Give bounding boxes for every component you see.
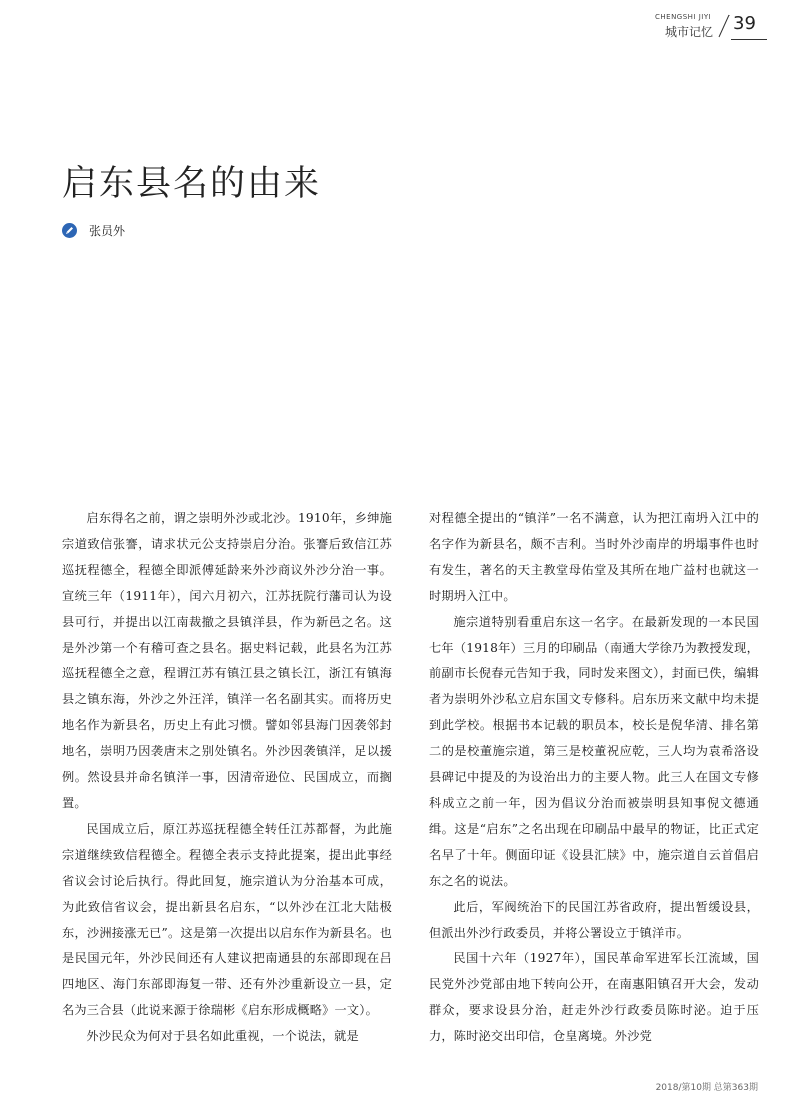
paragraph: 民国十六年（1927年），国民革命军进军长江流域，国民党外沙党部由地下转向公开，在南惠阳镇召开大会，发动群众，要求设县分治，赶走外沙行政委员陈时泌。迫于压力，陈时泌交出印信，仓皇离境。外沙党 <box>429 951 759 1044</box>
paragraph: 此后，军阀统治下的民国江苏省政府，提出暂缓设县，但派出外沙行政委员，并将公署设立于镇洋市。 <box>429 899 759 940</box>
section-name-en: CHENGSHI JIYI <box>655 13 712 21</box>
running-header <box>655 10 765 40</box>
section-name-cn: 城市记忆 <box>665 25 714 39</box>
body-column-right <box>429 506 759 1050</box>
paragraph: 施宗道特别看重启东这一名字。在最新发现的一本民国七年（1918年）三月的印刷品（南通大学徐乃为教授发现，前副市长倪春元告知于我，同时发来图文），封面已佚，编辑者为崇明外沙私立启东国文专修科。启东历来文献中均未提到此学校。根据书本记载的职员本，校长是倪华清、排名第二的是校董施宗道，第三是校董祝应乾，三人均为袁希洛设县碑记中提及的为设治出力的主要人物。此三人在国文专修科成立之前一年，因为倡议分治而被崇明县知事倪文德通缉。这是“启东”之名出现在印刷品中最早的物证，比正式定名早了十年。侧面印证《设县汇牍》中，施宗道自云首倡启东之名的说法。 <box>429 614 759 888</box>
header-divider-slash <box>717 13 731 39</box>
author-name: 张员外 <box>89 223 126 238</box>
body-column-left <box>62 506 392 1050</box>
page-number: 39 <box>733 13 756 34</box>
paragraph: 启东得名之前，谓之崇明外沙或北沙。1910年，乡绅施宗道致信张謇，请求状元公支持崇启分治。张謇后致信江苏巡抚程德全，程德全即派傅延龄来外沙商议外沙分治一事。宣统三年（1911年），闰六月初六，江苏抚院行藩司认为设县可行，并提出以江南裁撤之县镇洋县，作为新邑之名。这是外沙第一个有稽可查之县名。据史料记载，此县名为江苏巡抚程德全之意，程谓江苏有镇江县之镇长江，浙江有镇海县之镇东海，外沙之外汪洋，镇洋一名名副其实。而将历史地名作为新县名，历史上有此习惯。譬如邻县海门因袭邻封地名，崇明乃因袭唐末之别处镇名。外沙因袭镇洋，足以援例。然设县并命名镇洋一事，因清帝逊位、民国成立，而搁置。 <box>62 511 392 810</box>
paragraph: 民国成立后，原江苏巡抚程德全转任江苏都督，为此施宗道继续致信程德全。程德全表示支持此提案，提出此事经省议会讨论后执行。得此回复，施宗道认为分治基本可成，为此致信省议会，提出新县名启东，“以外沙在江北大陆极东，沙洲接涨无已”。这是第一次提出以启东作为新县名。也是民国元年，外沙民间还有人建议把南通县的东部即现在吕四地区、海门东部即海复一带、还有外沙重新设立一县，定名为三合县（此说来源于徐瑞彬《启东形成概略》一文）。 <box>62 821 392 1018</box>
article-title: 启东县名的由来 <box>62 164 322 204</box>
paragraph: 外沙民众为何对于县名如此重视，一个说法，就是 <box>86 1029 359 1044</box>
issue-footer: 2018/第10期 总第363期 <box>655 1083 758 1093</box>
header-underline <box>731 39 767 40</box>
byline <box>62 221 125 239</box>
paragraph-continued: 对程德全提出的“镇洋”一名不满意，认为把江南坍入江中的名字作为新县名，颇不吉利。当时外沙南岸的坍塌事件也时有发生，著名的天主教堂母佑堂及其所在地广益村也就这一时期坍入江中。 <box>429 511 759 603</box>
pen-icon <box>62 223 77 238</box>
